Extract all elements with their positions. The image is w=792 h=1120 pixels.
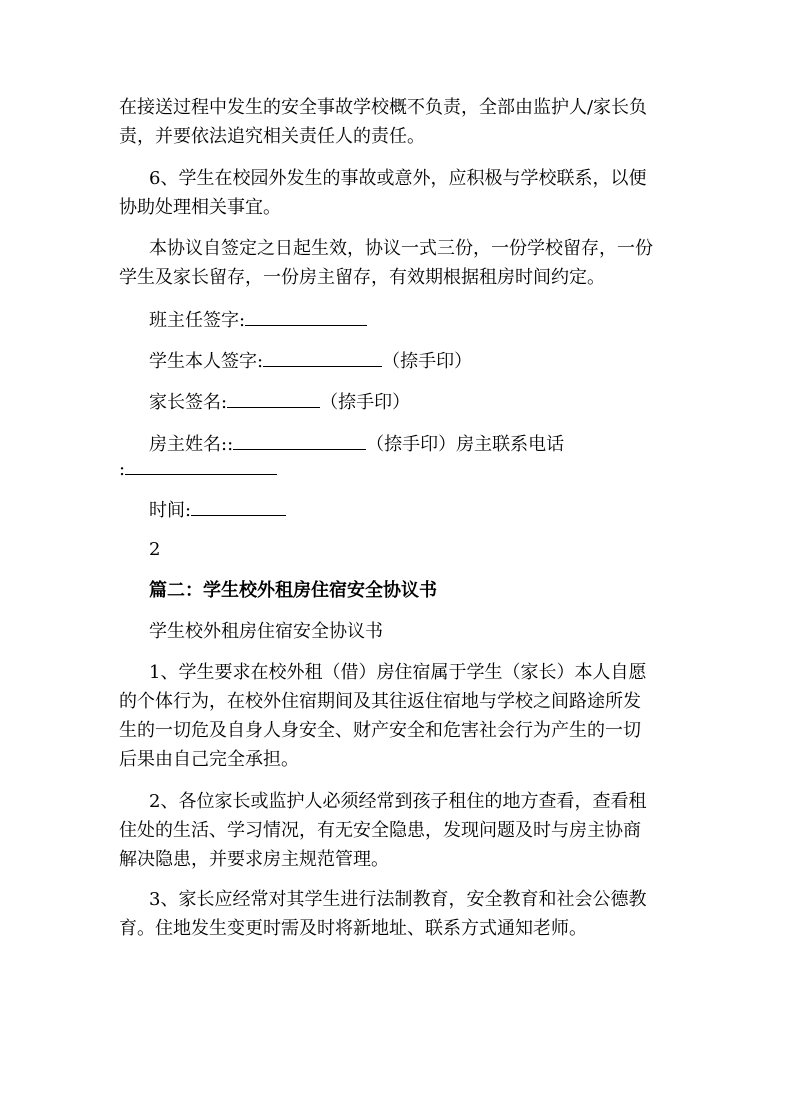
landlord-phone-blank[interactable] — [125, 458, 277, 475]
time-blank[interactable] — [191, 499, 286, 516]
section-title: 学生校外租房住宿安全协议书 — [149, 621, 383, 642]
teacher-signature-row — [149, 309, 367, 332]
landlord-name-blank[interactable] — [233, 433, 366, 450]
time-label: 时间: — [149, 500, 192, 521]
clause-3-line: 育。住地发生变更时需及时将新地址、联系方式通知老师。 — [119, 918, 587, 939]
effective-clause-line: 本协议自签定之日起生效，协议一式三份，一份学校留存，一份 — [149, 238, 653, 259]
student-signature-blank[interactable] — [263, 350, 382, 367]
clause-3-line: 3、家长应经常对其学生进行法制教育，安全教育和社会公德教 — [149, 889, 647, 910]
body-line: 责，并要依法追究相关责任人的责任。 — [119, 126, 425, 147]
landlord-fingerprint-note: （捺手印）房主联系电话 — [366, 434, 565, 455]
student-signature-label: 学生本人签字: — [149, 351, 264, 372]
page-number: 2 — [149, 539, 161, 560]
clause-2-line: 住处的生活、学习情况，有无安全隐患，发现问题及时与房主协商 — [119, 820, 641, 841]
clause-2-line: 解决隐患，并要求房主规范管理。 — [119, 849, 389, 870]
clause-6-line: 6、学生在校园外发生的事故或意外，应积极与学校联系，以便 — [149, 168, 647, 189]
teacher-signature-blank[interactable] — [245, 309, 367, 326]
clause-6-line: 协助处理相关事宜。 — [119, 197, 281, 218]
parent-signature-row — [149, 391, 410, 414]
landlord-phone-row — [119, 458, 277, 481]
landlord-signature-row — [149, 433, 564, 456]
teacher-signature-label: 班主任签字: — [149, 310, 246, 331]
effective-clause-line: 学生及家长留存，一份房主留存，有效期根据租房时间约定。 — [119, 267, 605, 288]
clause-1-line: 生的一切危及自身人身安全、财产安全和危害社会行为产生的一切 — [119, 720, 641, 741]
parent-fingerprint-note: （捺手印） — [320, 392, 411, 413]
landlord-phone-prefix: : — [119, 459, 126, 480]
clause-1-line: 1、学生要求在校外租（借）房住宿属于学生（家长）本人自愿 — [149, 662, 647, 683]
landlord-name-label: 房主姓名:: — [149, 434, 234, 455]
parent-signature-label: 家长签名: — [149, 392, 228, 413]
clause-2-line: 2、各位家长或监护人必须经常到孩子租住的地方查看，查看租 — [149, 791, 647, 812]
clause-1-line: 后果由自己完全承担。 — [119, 749, 299, 770]
time-row — [149, 499, 286, 522]
clause-1-line: 的个体行为，在校外住宿期间及其往返住宿地与学校之间路途所发 — [119, 691, 641, 712]
parent-signature-blank[interactable] — [227, 391, 320, 408]
section-heading: 篇二：学生校外租房住宿安全协议书 — [149, 580, 437, 601]
student-fingerprint-note: （捺手印） — [382, 351, 473, 372]
student-signature-row — [149, 350, 472, 373]
body-line: 在接送过程中发生的安全事故学校概不负责，全部由监护人/家长负 — [119, 97, 648, 118]
